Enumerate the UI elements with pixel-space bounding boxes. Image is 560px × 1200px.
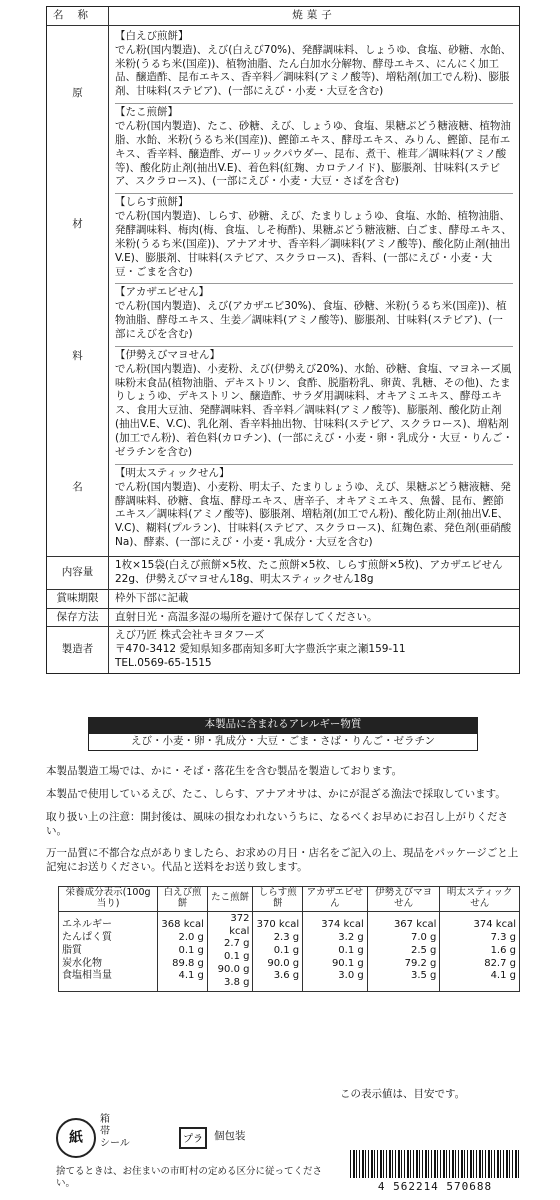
nutrition-value-cell — [367, 911, 440, 991]
plastic-recycle-mark: プラ — [183, 1134, 203, 1145]
name-value: 焼菓子 — [292, 9, 336, 21]
ingredient-group-name: 【たこ煎餅】 — [115, 106, 178, 119]
nutrition-corner: 栄養成分表示(100g当り) — [59, 887, 158, 912]
ingredient-group-name: 【しらす煎餅】 — [115, 196, 189, 209]
nutrition-value: 7.3 g — [490, 932, 516, 944]
nutrition-value-cell — [253, 911, 303, 991]
ingredient-group — [115, 104, 513, 194]
ingredient-group — [115, 347, 513, 465]
ingredient-group-text: でん粉(国内製造)、しらす、砂糖、えび、たまりしょうゆ、食塩、水飴、植物油脂、発酵調味料、梅肉(梅、食塩、しそ梅酢)、果糖ぶどう糖液糖、白ごま、酵母エキス、米粉(うるち米(国産))、アナアオサ、香辛料／調味料(アミノ酸等)、酸化防止剤(抽出V.E)、膨脹剤、甘味料(ステビア、スクラロース)、香料、(一部にえび・小麦・大豆・ごまを含む) — [115, 210, 512, 278]
ingredient-group-name: 【白えび煎餅】 — [115, 29, 189, 42]
paper-recycle-label: 箱 帯 シール — [100, 1114, 130, 1149]
quality-note: 万一品質に不都合な点がありましたら、お求めの月日・店名をご記入の上、現品をパッケージごと上記宛にお送りください。代品と送料をお送り致します。 — [46, 847, 519, 874]
nutrition-value: 2.7 g — [224, 938, 250, 950]
ingredient-group-text: でん粉(国内製造)、たこ、砂糖、えび、しょうゆ、食塩、果糖ぶどう糖液糖、植物油脂、水飴、米粉(うるち米(国産))、鰹節エキス、酵母エキス、みりん、鰹節、昆布エキス、香辛料、醸造酢、ガーリックパウダー、昆布、煮干、椎茸／調味料(アミノ酸等)、酸化防止剤(抽出V.E)、着色料(紅麹、カロテノイド)、膨脹剤、甘味料(ステビア、スクラロース)、(一部にえび・小麦・大豆・さばを含む) — [115, 120, 511, 188]
content-value: 1枚×15袋(白えび煎餅×5枚、たこ煎餅×5枚、しらす煎餅×5枚)、アカザエビせん22g、伊勢えびマヨせん18g、明太スティックせん18g — [115, 558, 503, 585]
nutrition-value: 2.3 g — [273, 932, 300, 944]
barcode-bars — [350, 1150, 520, 1178]
recycle-marks — [56, 1112, 356, 1162]
nutrition-header-row — [59, 887, 520, 912]
ingredient-group-text: でん粉(国内製造)、えび(白えび70%)、発酵調味料、しょうゆ、食塩、砂糖、水飴、米粉(うるち米(国産))、植物油脂、たん白加水分解物、酵母エキス、にんにく加工品、醸造酢、昆布エキス、香辛料／調味料(アミノ酸等)、増粘剤(加工でん粉)、膨脹剤、甘味料(ステビア)、(一部にえび・小麦・大豆を含む) — [115, 43, 512, 98]
maker-heading: 製造者 — [47, 627, 109, 673]
plastic-recycle-icon — [176, 1124, 210, 1152]
storage-heading: 保存方法 — [47, 609, 109, 627]
nutrition-value-cell — [158, 911, 208, 991]
nutrition-value-cell — [440, 911, 520, 991]
ingredient-group — [115, 465, 513, 554]
nutrition-value: 3.8 g — [224, 976, 250, 988]
nutrition-value: 372 kcal — [229, 912, 250, 937]
nutrition-value: 7.0 g — [410, 932, 437, 944]
storage-value: 直射日光・高温多湿の場所を避けて保存してください。 — [115, 610, 378, 623]
nutrition-value: 370 kcal — [256, 919, 300, 931]
barcode — [350, 1150, 520, 1196]
nutrition-value: 3.5 g — [410, 970, 437, 982]
nutrition-value: 3.0 g — [338, 970, 364, 982]
notes-section — [46, 765, 520, 884]
nutrition-row-label: 食塩相当量 — [62, 970, 112, 982]
nutrition-row-labels — [59, 911, 158, 991]
nutrition-value: 2.0 g — [178, 932, 204, 944]
ingredient-group-text: でん粉(国内製造)、小麦粉、明太子、たまりしょうゆ、えび、果糖ぶどう糖液糖、発酵調味料、砂糖、食塩、酵母エキス、唐辛子、オキアミエキス、魚醤、昆布、鰹節エキス／調味料(アミノ酸等)、膨脹剤、増粘剤(加工でん粉)、酸化防止剤(抽出V.E、V.C)、糊料(プルラン)、甘味料(ステビア、スクラロース)、紅麹色素、発色剤(亜硝酸Na)、酵素、(一部にえび・小麦・乳成分・大豆を含む) — [115, 480, 512, 549]
ingredient-group-name: 【明太スティックせん】 — [115, 466, 230, 479]
nutrition-values-row — [59, 911, 520, 991]
nutrition-table — [58, 886, 520, 992]
allergy-title: 本製品に含まれるアレルギー物質 — [88, 717, 478, 733]
ingredient-group-text: でん粉(国内製造)、小麦粉、えび(伊勢えび20%)、水飴、砂糖、食塩、マヨネーズ風味粉末食品(植物油脂、デキストリン、食酢、脱脂粉乳、卵黄、乳糖、その他)、たまりしょうゆ、デキストリン、醸造酢、サラダ用調味料、オキアミエキス、酵母エキス、食用大豆油、発酵調味料、香辛料／調味料(アミノ酸等)、膨脹剤、酸化防止剤(抽出V.E、V.C)、乳化剤、香辛料抽出物、甘味料(ステビア、スクラロース)、増粘剤(加工でん粉)、着色料(カロチン)、(一部にえび・小麦・卵・乳成分・大豆・りんご・ゼラチンを含む) — [115, 362, 513, 458]
allergy-list: えび・小麦・卵・乳成分・大豆・ごま・さば・りんご・ゼラチン — [88, 733, 478, 751]
nutrition-value: 79.2 g — [404, 957, 437, 969]
nutrition-value: 89.8 g — [172, 957, 204, 969]
ingredient-group — [115, 284, 513, 346]
nutrition-column-header: アカザエビせん — [303, 887, 368, 912]
ingredients-heading-char: 原 — [72, 86, 83, 99]
nutrition-value: 90.1 g — [331, 957, 364, 969]
ingredients-row — [47, 26, 519, 557]
nutrition-row-label: 脂質 — [62, 944, 82, 956]
ingredient-group — [115, 194, 513, 284]
ingredient-group — [115, 28, 513, 104]
nutrition-value: 374 kcal — [321, 919, 364, 931]
nutrition-column-header: 白えび煎餅 — [158, 887, 208, 912]
nutrition-value: 90.0 g — [267, 957, 300, 969]
ingredients-heading-char: 料 — [72, 349, 83, 362]
nutrition-value: 0.1 g — [273, 944, 300, 956]
expiry-heading: 賞味期限 — [47, 590, 109, 608]
barcode-number: 4 562214 570688 — [377, 1180, 493, 1193]
storage-row — [47, 609, 519, 628]
expiry-row — [47, 590, 519, 609]
handling-note: 取り扱い上の注意：開封後は、風味の損なわれないうちに、なるべくお早めにお召し上がりください。 — [46, 810, 508, 837]
nutrition-column-header: しらす煎餅 — [253, 887, 303, 912]
nutrition-value: 4.1 g — [178, 970, 204, 982]
nutrition-row-label: 炭水化物 — [62, 957, 102, 969]
ingredients-heading — [47, 26, 109, 556]
plastic-recycle-label: 個包装 — [214, 1130, 246, 1142]
nutrition-value: 3.2 g — [338, 932, 364, 944]
nutrition-value: 82.7 g — [484, 957, 516, 969]
nutrition-row-label: エネルギー — [62, 919, 112, 931]
content-heading: 内容量 — [47, 557, 109, 589]
nutrition-value-cell — [207, 911, 253, 991]
food-label-table — [46, 6, 520, 674]
maker-phone: TEL.0569-65-1515 — [115, 657, 212, 670]
nutrition-value: 1.6 g — [490, 944, 516, 956]
ingredient-group-text: でん粉(国内製造)、えび(アカザエビ30%)、食塩、砂糖、米粉(うるち米(国産))、植物油脂、酵母エキス、生姜／調味料(アミノ酸等)、膨脹剤、甘味料(ステビア)、(一部にえびを含む) — [115, 300, 507, 341]
nutrition-value: 374 kcal — [473, 919, 516, 931]
ingredients-heading-char: 名 — [72, 481, 83, 494]
ingredient-group-name: 【伊勢えびマヨせん】 — [115, 348, 220, 361]
nutrition-value: 0.1 g — [338, 944, 364, 956]
product-name-row — [47, 7, 519, 26]
ingredients-body — [109, 26, 519, 556]
ingredients-heading-char: 材 — [72, 218, 83, 231]
nutrition-row-label: たんぱく質 — [62, 932, 112, 944]
expiry-value: 枠外下部に記載 — [115, 591, 189, 604]
name-heading: 名称 — [47, 7, 109, 25]
nutrition-value: 367 kcal — [393, 919, 437, 931]
disposal-note: 捨てるときは、お住まいの市町村の定める区分に従ってください。 — [56, 1166, 323, 1189]
maker-row — [47, 627, 519, 673]
maker-name: えび乃匠 株式会社キヨタフーズ — [115, 629, 265, 642]
nutrition-value: 0.1 g — [224, 951, 250, 963]
maker-value — [109, 627, 519, 673]
nutrition-value: 2.5 g — [410, 944, 437, 956]
maker-address: 〒470-3412 愛知県知多郡南知多町大字豊浜字東之瀬159-11 — [115, 643, 406, 656]
nutrition-column-header: たこ煎餅 — [207, 887, 253, 912]
nutrition-value: 90.0 g — [217, 964, 250, 976]
nutrition-value: 3.6 g — [273, 970, 300, 982]
nutrition-disclaimer: この表示値は、目安です。 — [340, 1088, 466, 1100]
nutrition-value: 368 kcal — [161, 919, 204, 931]
nutrition-value-cell — [303, 911, 368, 991]
nutrition-column-header: 明太スティックせん — [440, 887, 520, 912]
nutrition-column-header: 伊勢えびマヨせん — [367, 887, 440, 912]
paper-recycle-icon: 紙 — [56, 1118, 96, 1158]
nutrition-value: 0.1 g — [178, 944, 204, 956]
content-row — [47, 557, 519, 590]
factory-note: 本製品製造工場では、かに・そば・落花生を含む製品を製造しております。 — [46, 765, 403, 777]
ingredient-group-name: 【アカザエビせん】 — [115, 286, 209, 299]
fishing-note: 本製品で使用しているえび、たこ、しらす、アナアオサは、かにが混ざる漁法で採取しています。 — [46, 787, 506, 800]
nutrition-value: 4.1 g — [490, 970, 516, 982]
